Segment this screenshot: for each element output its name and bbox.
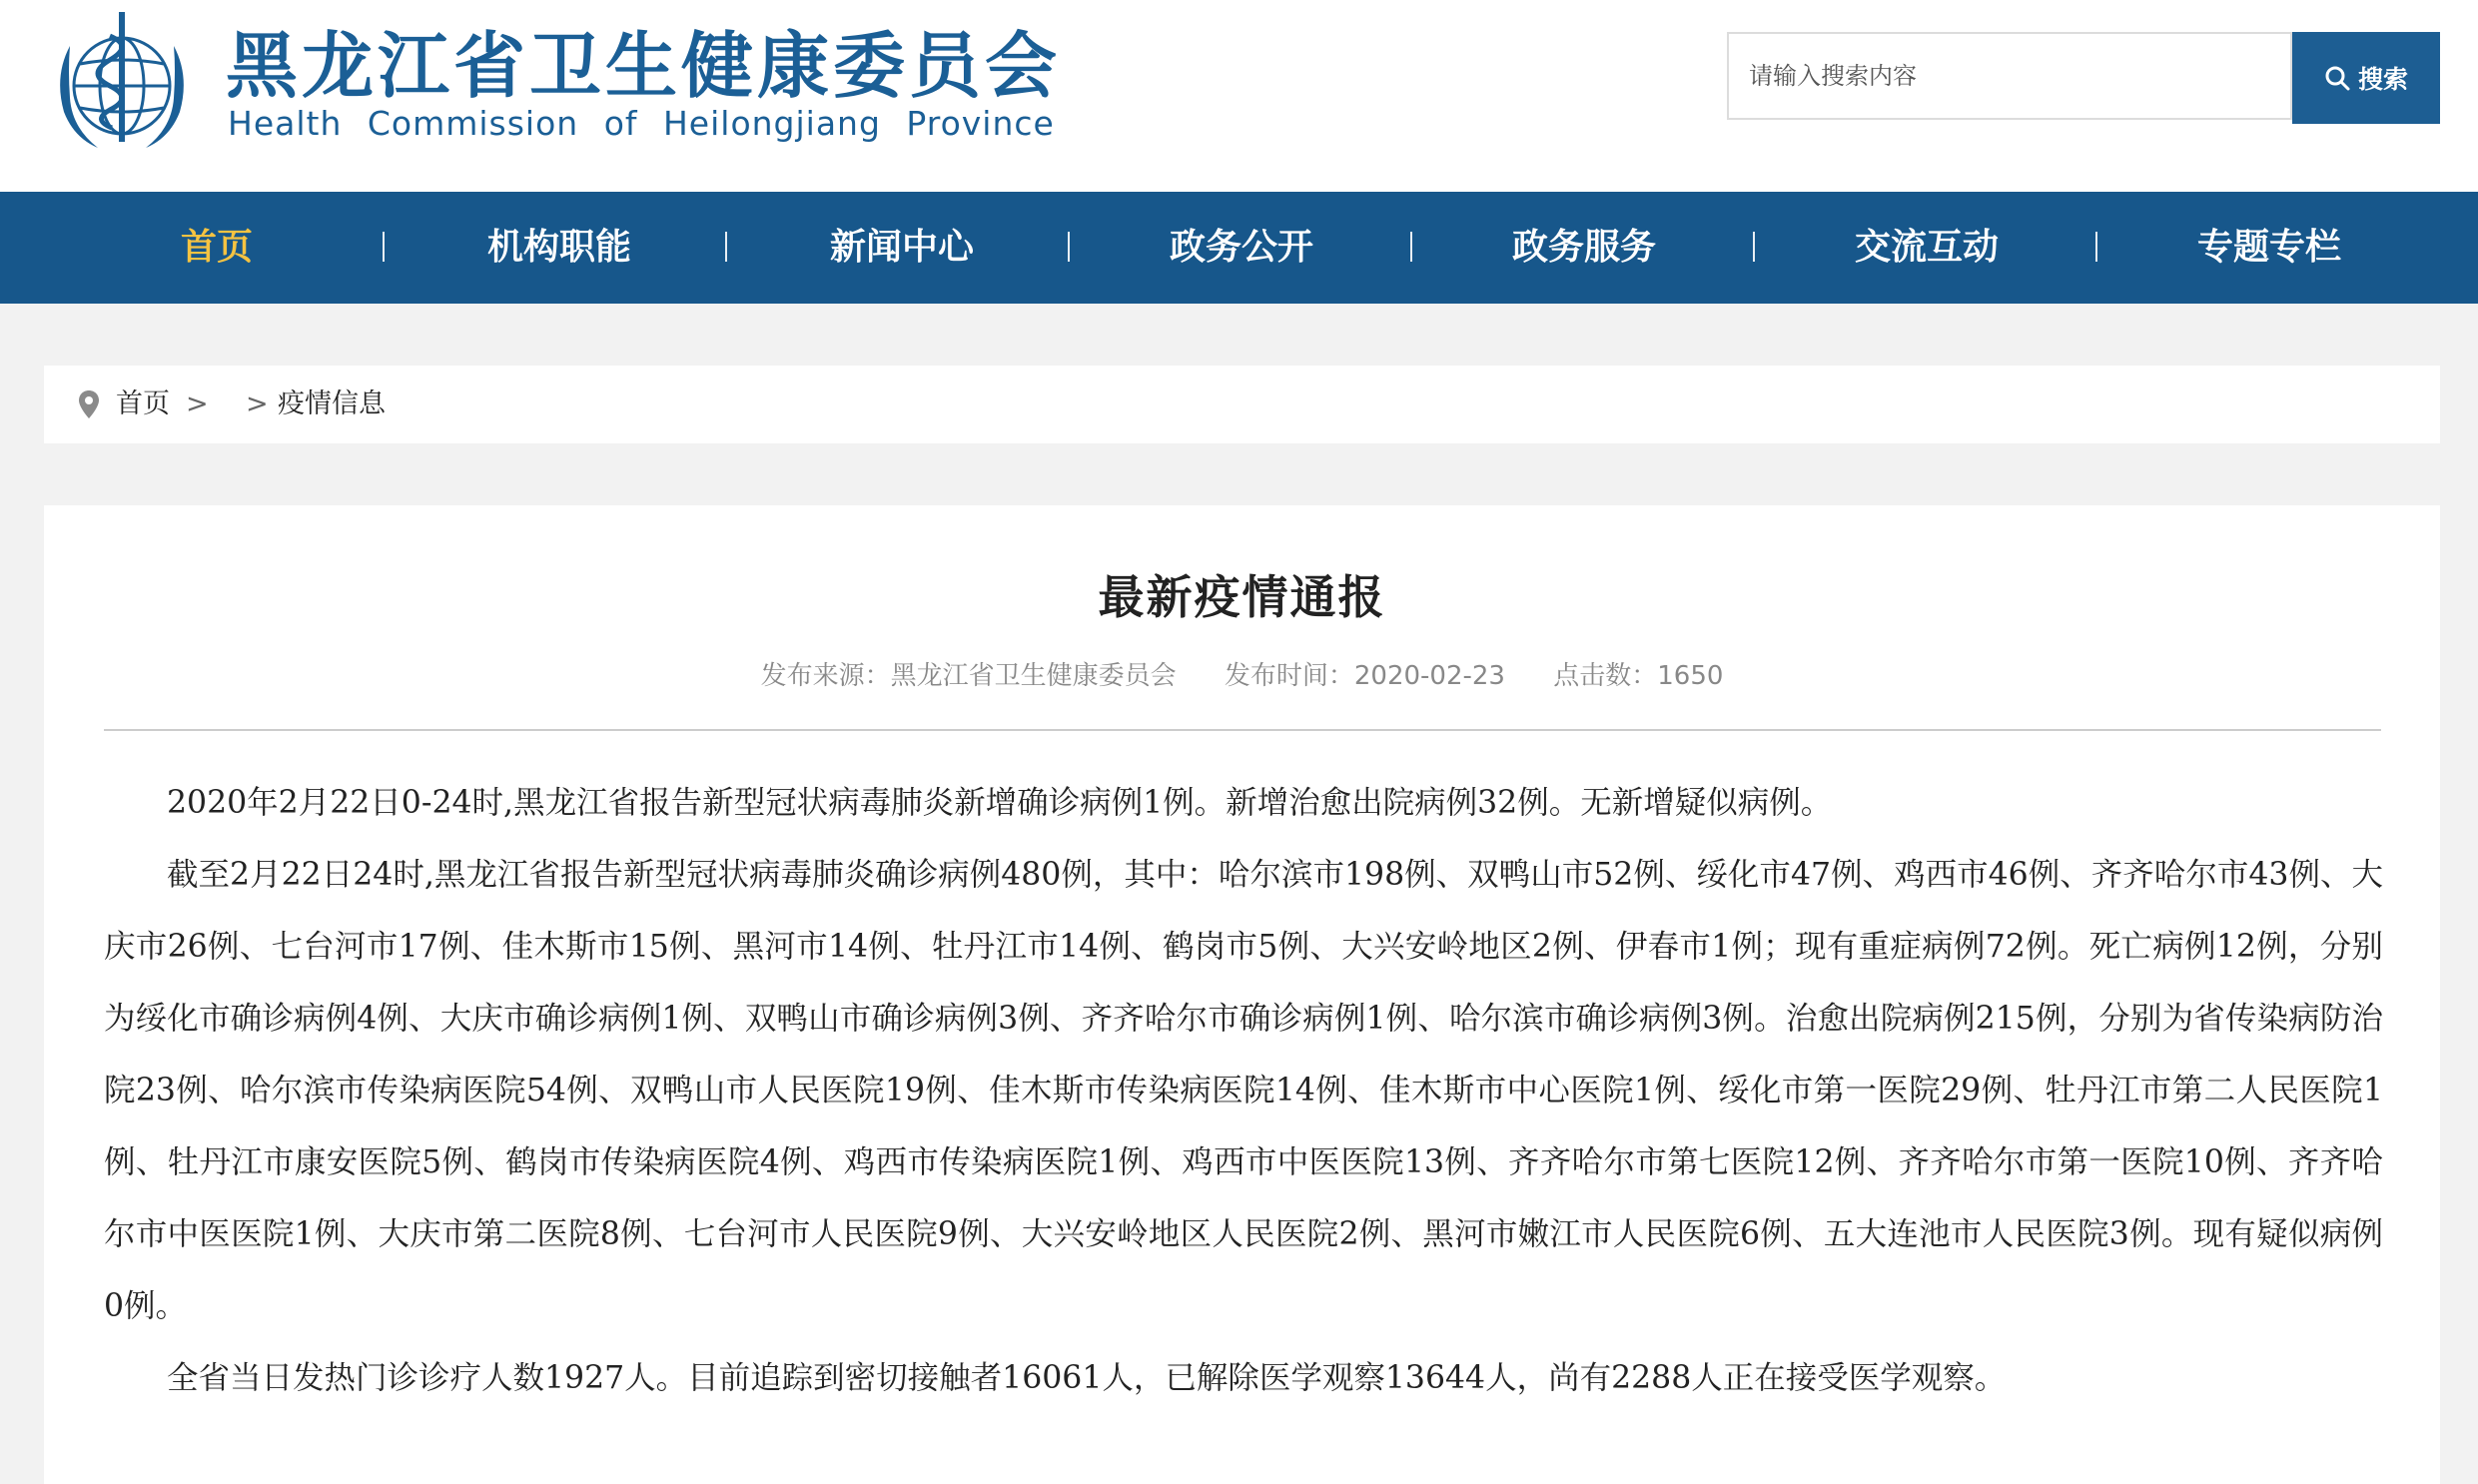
article-publish-time: 发布时间：2020-02-23: [1224, 661, 1505, 691]
nav-separator: [725, 232, 727, 262]
nav-item-interaction[interactable]: 交流互动: [1854, 227, 1999, 268]
article-paragraph: 全省当日发热门诊诊疗人数1927人。目前追踪到密切接触者16061人，已解除医学观察13644人，尚有2288人正在接受医学观察。: [167, 1360, 2007, 1396]
nav-separator: [383, 232, 385, 262]
article-click-count: 点击数：1650: [1553, 661, 1724, 691]
nav-separator: [1068, 232, 1070, 262]
article-title: 最新疫情通报: [1098, 570, 1386, 624]
breadcrumb-separator: >: [186, 388, 209, 419]
search-box: [1727, 32, 2292, 120]
search-button-label: 搜索: [2357, 65, 2408, 94]
nav-item-services[interactable]: 政务服务: [1511, 227, 1656, 268]
site-subtitle: Health Commission of Heilongjiang Province: [228, 104, 1055, 143]
nav-item-institution[interactable]: 机构职能: [486, 227, 631, 268]
search-icon: [2324, 65, 2350, 91]
nav-item-government-affairs[interactable]: 政务公开: [1169, 227, 1313, 268]
nav-separator: [1753, 232, 1755, 262]
breadcrumb-separator: >: [246, 388, 269, 419]
nav-item-news[interactable]: 新闻中心: [829, 227, 974, 268]
who-emblem-logo[interactable]: [40, 6, 205, 156]
nav-item-topics[interactable]: 专题专栏: [2196, 227, 2341, 268]
nav-separator: [1410, 232, 1412, 262]
site-title: 黑龙江省卫生健康委员会: [226, 24, 1062, 108]
location-pin-icon: [78, 389, 100, 419]
search-button[interactable]: [2292, 32, 2440, 124]
nav-item-home[interactable]: 首页: [180, 227, 253, 268]
divider: [104, 729, 2381, 731]
article-source: 发布来源：黑龙江省卫生健康委员会: [760, 661, 1177, 691]
site-header: [0, 0, 2478, 192]
breadcrumb: [44, 366, 2440, 443]
breadcrumb-current[interactable]: 疫情信息: [278, 388, 386, 419]
main-nav: [0, 192, 2478, 304]
search-input[interactable]: [1729, 34, 2290, 118]
nav-separator: [2095, 232, 2097, 262]
article-meta: [44, 655, 2440, 692]
article-body: [104, 767, 2383, 1414]
article-paragraph: 截至2月22日24时,黑龙江省报告新型冠状病毒肺炎确诊病例480例，其中：哈尔滨市198例、双鸭山市52例、绥化市47例、鸡西市46例、齐齐哈尔市43例、大庆市26例、七台河市17例、佳木斯市15例、黑河市14例、牡丹江市14例、鹤岗市5例、大兴安岭地区2例、伊春市1例；现有重症病例72例。死亡病例12例，分别为绥化市确诊病例4例、大庆市确诊病例1例、双鸭山市确诊病例3例、齐齐哈尔市确诊病例1例、哈尔滨市确诊病例3例。治愈出院病例215例，分别为省传染病防治院23例、哈尔滨市传染病医院54例、双鸭山市人民医院19例、佳木斯市传染病医院14例、佳木斯市中心医院1例、绥化市第一医院29例、牡丹江市第二人民医院1例、牡丹江市康安医院5例、鹤岗市传染病医院4例、鸡西市传染病医院1例、鸡西市中医医院13例、齐齐哈尔市第七医院12例、齐齐哈尔市第一医院10例、齐齐哈尔市中医医院1例、大庆市第二医院8例、七台河市人民医院9例、大兴安岭地区人民医院2例、黑河市嫩江市人民医院6例、五大连池市人民医院3例。现有疑似病例0例。: [104, 857, 2383, 1324]
article-paragraph: 2020年2月22日0-24时,黑龙江省报告新型冠状病毒肺炎新增确诊病例1例。新增治愈出院病例32例。无新增疑似病例。: [167, 785, 1833, 821]
article-container: [44, 505, 2440, 1484]
breadcrumb-home[interactable]: 首页: [116, 388, 170, 419]
